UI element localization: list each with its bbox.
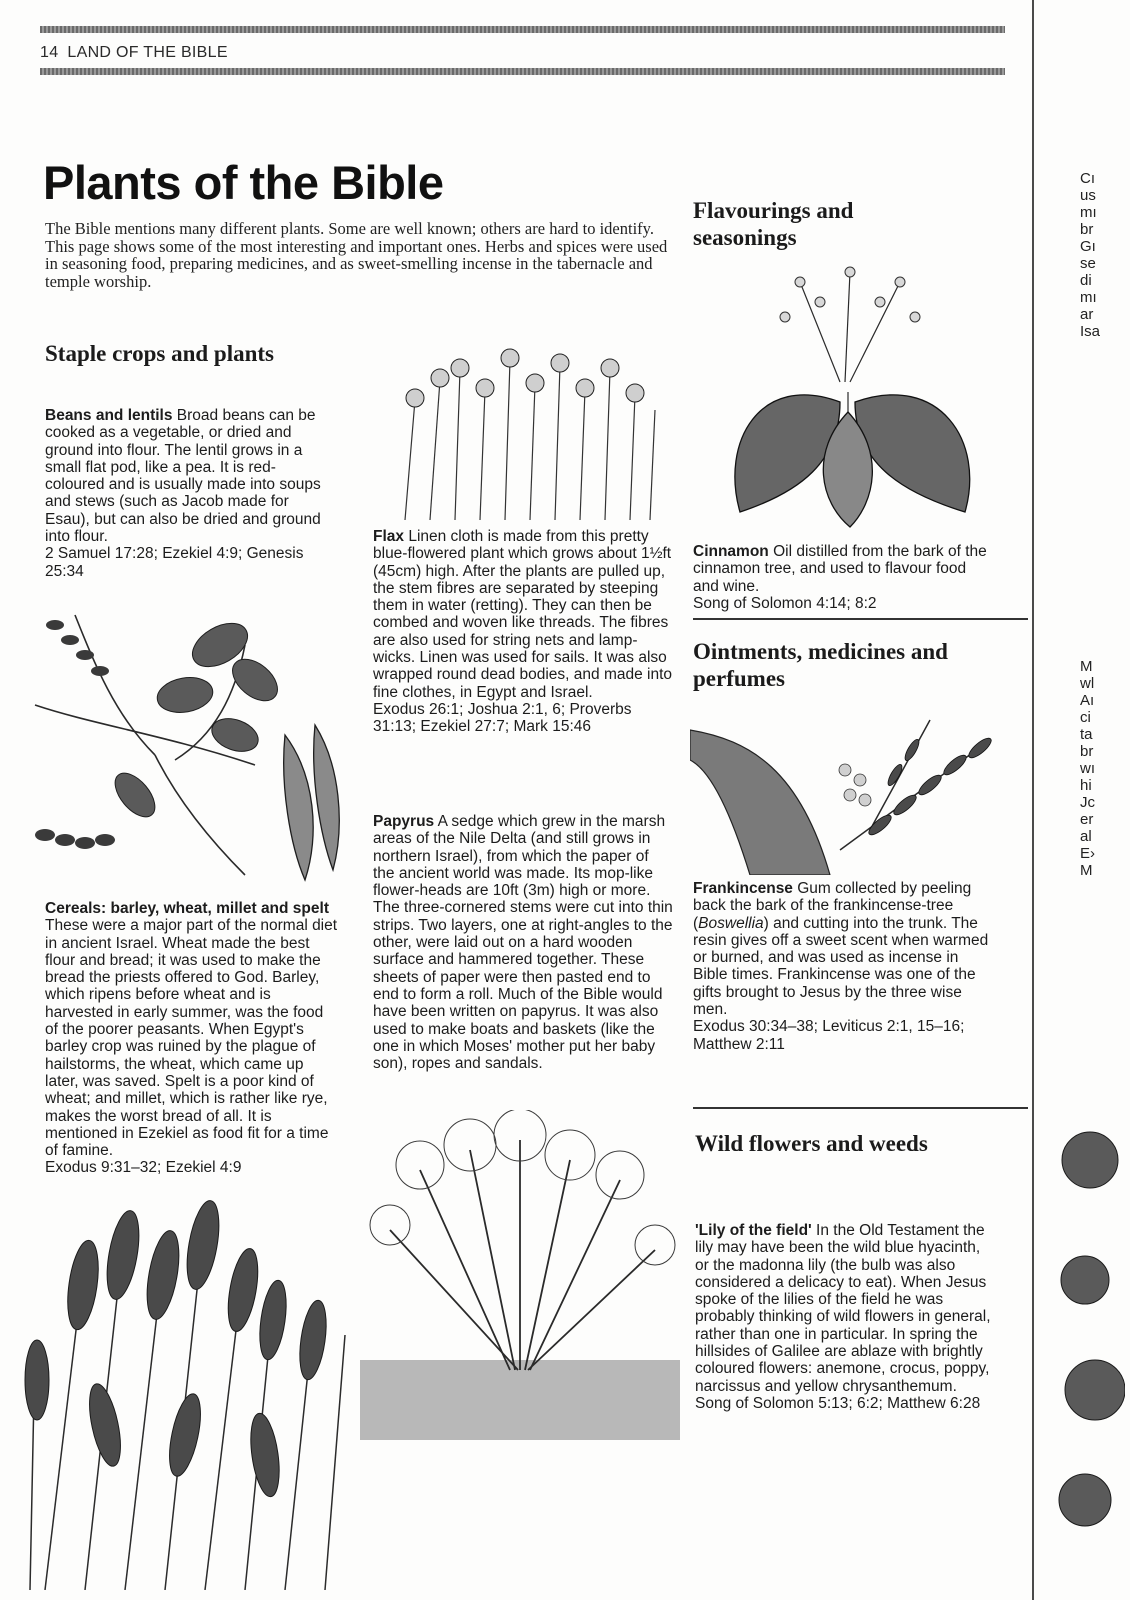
strip-line: ci bbox=[1080, 709, 1091, 726]
heading-flavourings: Flavourings and seasonings bbox=[693, 198, 854, 250]
entry-title: Cereals: barley, wheat, millet and spelt bbox=[45, 900, 329, 917]
entry-text: A sedge which grew in the marsh areas of the Nile Delta (and still grows in northern Israel), from which the paper of the ancient world was made. Its mop-like flower-heads are 10ft (3m) high or more. The three-cornered stems were cut into thin strips. Two layers, one at right-angles to the other, were laid out on a hard wooden surface and hammered together. These sheets of paper were then pasted end to end to form a roll. Much of the Bible would have been written on papyrus. It was also used to make boats and baskets (like the one in which Moses' mother put her baby son), ropes and sandals. bbox=[373, 813, 673, 1073]
page-edge-line bbox=[1032, 0, 1034, 1600]
section-title: LAND OF THE BIBLE bbox=[67, 44, 228, 61]
wheat-illustration bbox=[15, 1195, 375, 1590]
entry-title: Papyrus bbox=[373, 813, 435, 830]
strip-line: Aı bbox=[1080, 692, 1095, 709]
entry-cinnamon bbox=[693, 543, 993, 612]
entry-text: These were a major part of the normal diet in ancient Israel. Wheat made the best flour and bread; it was used to make the bread the priests offered to God. Barley, which ripens before wheat and is harvested in early summer, was the food of the poorer peasants. When Egypt's barley crop was ruined by the plague of hailstorms, the wheat, which came up later, was saved. Spelt is a poor kind of wheat; and millet, which is rather like rye, makes the worst bread of all. It is mentioned in Ezekiel as food fit for a time of famine. bbox=[45, 917, 338, 1160]
strip-line: se bbox=[1080, 255, 1096, 272]
entry-frankincense bbox=[693, 880, 993, 1053]
strip-line: hi bbox=[1080, 777, 1092, 794]
entry-flax bbox=[373, 528, 673, 736]
strip-line: ar bbox=[1080, 306, 1094, 323]
strip-line: mı bbox=[1080, 204, 1097, 221]
scripture-refs: Exodus 30:34–38; Leviticus 2:1, 15–16; Matthew 2:11 bbox=[693, 1018, 965, 1053]
frankincense-illustration bbox=[690, 700, 1030, 875]
scripture-refs: Song of Solomon 5:13; 6:2; Matthew 6:28 bbox=[695, 1394, 981, 1412]
strip-line: Jc bbox=[1080, 794, 1095, 811]
strip-line: Isa bbox=[1080, 323, 1101, 340]
header-rule-top bbox=[40, 26, 1005, 33]
page-title: Plants of the Bible bbox=[43, 156, 444, 209]
heading-ointments: Ointments, medicines and perfumes bbox=[693, 639, 948, 691]
section-divider bbox=[693, 618, 1028, 620]
strip-line: M bbox=[1080, 862, 1093, 879]
entry-text: Oil distilled from the bark of the cinnamon tree, and used to flavour food and wine. bbox=[693, 543, 987, 595]
cinnamon-illustration bbox=[700, 262, 1000, 532]
strip-line: M bbox=[1080, 658, 1093, 675]
adjacent-page-flower-illustration bbox=[1045, 1120, 1125, 1540]
adjacent-page-strip-top bbox=[1080, 170, 1120, 340]
strip-line: br bbox=[1080, 743, 1094, 760]
strip-line: di bbox=[1080, 272, 1092, 289]
entry-text: Broad beans can be cooked as a vegetable, or dried and ground into flour. The lentil grows in a small flat pod, like a pea. It is red-coloured and is usually made into soups and stews (such as Jacob made for Esau), but can also be dried and ground into flour. bbox=[45, 407, 321, 546]
section-divider bbox=[693, 1107, 1028, 1109]
intro-paragraph: The Bible mentions many different plants. Some are well known; others are hard to identify. This page shows some of the most interesting and important ones. Herbs and spices were used in seasoning food, preparing medicines, and as sweet-smelling incense in the tabernacle and temple worship. bbox=[45, 219, 668, 291]
scripture-refs: Exodus 26:1; Joshua 2:1, 6; Proverbs 31:13; Ezekiel 27:7; Mark 15:46 bbox=[373, 700, 632, 736]
entry-title: Frankincense bbox=[693, 880, 793, 897]
strip-line: er bbox=[1080, 811, 1094, 828]
header-rule-bottom bbox=[40, 68, 1005, 75]
entry-cereals bbox=[45, 900, 340, 1177]
flax-illustration bbox=[385, 340, 665, 520]
entry-title: Cinnamon bbox=[693, 543, 769, 560]
entry-title: Beans and lentils bbox=[45, 407, 173, 424]
scripture-refs: 2 Samuel 17:28; Ezekiel 4:9; Genesis 25:34 bbox=[45, 545, 304, 580]
scripture-refs: Exodus 9:31–32; Ezekiel 4:9 bbox=[45, 1159, 242, 1177]
strip-line: mı bbox=[1080, 289, 1097, 306]
entry-title: 'Lily of the field' bbox=[695, 1222, 812, 1239]
heading-wild-flowers: Wild flowers and weeds bbox=[695, 1131, 928, 1156]
latin-name: Boswellia bbox=[698, 914, 764, 932]
entry-lily bbox=[695, 1222, 995, 1412]
strip-line: E› bbox=[1080, 845, 1095, 862]
entry-text: In the Old Testament the lily may have been the wild blue hyacinth, or the madonna lily (the bulb was also considered a delicacy to eat). When Jesus spoke of the lilies of the field he was probably thinking of wild flowers in general, rather than one in particular. In spring the hillsides of Galilee are ablaze with brightly coloured flowers: anemone, crocus, poppy, narcissus and yellow chrysanthemum. bbox=[695, 1222, 991, 1395]
entry-beans-lentils bbox=[45, 407, 335, 580]
strip-line: wl bbox=[1080, 675, 1095, 692]
running-header bbox=[40, 44, 237, 62]
entry-papyrus bbox=[373, 813, 673, 1072]
entry-text: Gum collected by peeling back the bark of the frankincense-tree ( bbox=[693, 880, 972, 932]
strip-line: al bbox=[1080, 828, 1092, 845]
entry-text-continued: ) and cutting into the trunk. The resin gives off a sweet scent when warmed or burned, and was used as incense in Bible times. Frankincense was one of the gifts brought to Jesus by the three wise men. bbox=[693, 914, 989, 1019]
strip-line: us bbox=[1080, 187, 1096, 204]
page-number: 14 bbox=[40, 44, 59, 61]
strip-line: ta bbox=[1080, 726, 1093, 743]
strip-line: Cı bbox=[1080, 170, 1095, 187]
bean-plant-illustration bbox=[15, 585, 350, 885]
adjacent-page-strip-bottom bbox=[1080, 658, 1120, 879]
scripture-refs: Song of Solomon 4:14; 8:2 bbox=[693, 594, 877, 612]
heading-staple-crops: Staple crops and plants bbox=[45, 341, 275, 366]
strip-line: wı bbox=[1080, 760, 1095, 777]
entry-title: Flax bbox=[373, 528, 405, 545]
entry-text: Linen cloth is made from this pretty blue-flowered plant which grows about 1½ft (45cm) high. After the plants are pulled up, the stem fibres are separated by steeping them in water (retting). They can then be combed and woven like threads. The fibres are also used for string nets and lamp-wicks. Linen was used for sails. It was also wrapped round dead bodies, and made into fine clothes, in Egypt and Israel. bbox=[373, 528, 673, 701]
strip-line: Gı bbox=[1080, 238, 1096, 255]
papyrus-illustration bbox=[360, 1110, 680, 1440]
strip-line: br bbox=[1080, 221, 1094, 238]
